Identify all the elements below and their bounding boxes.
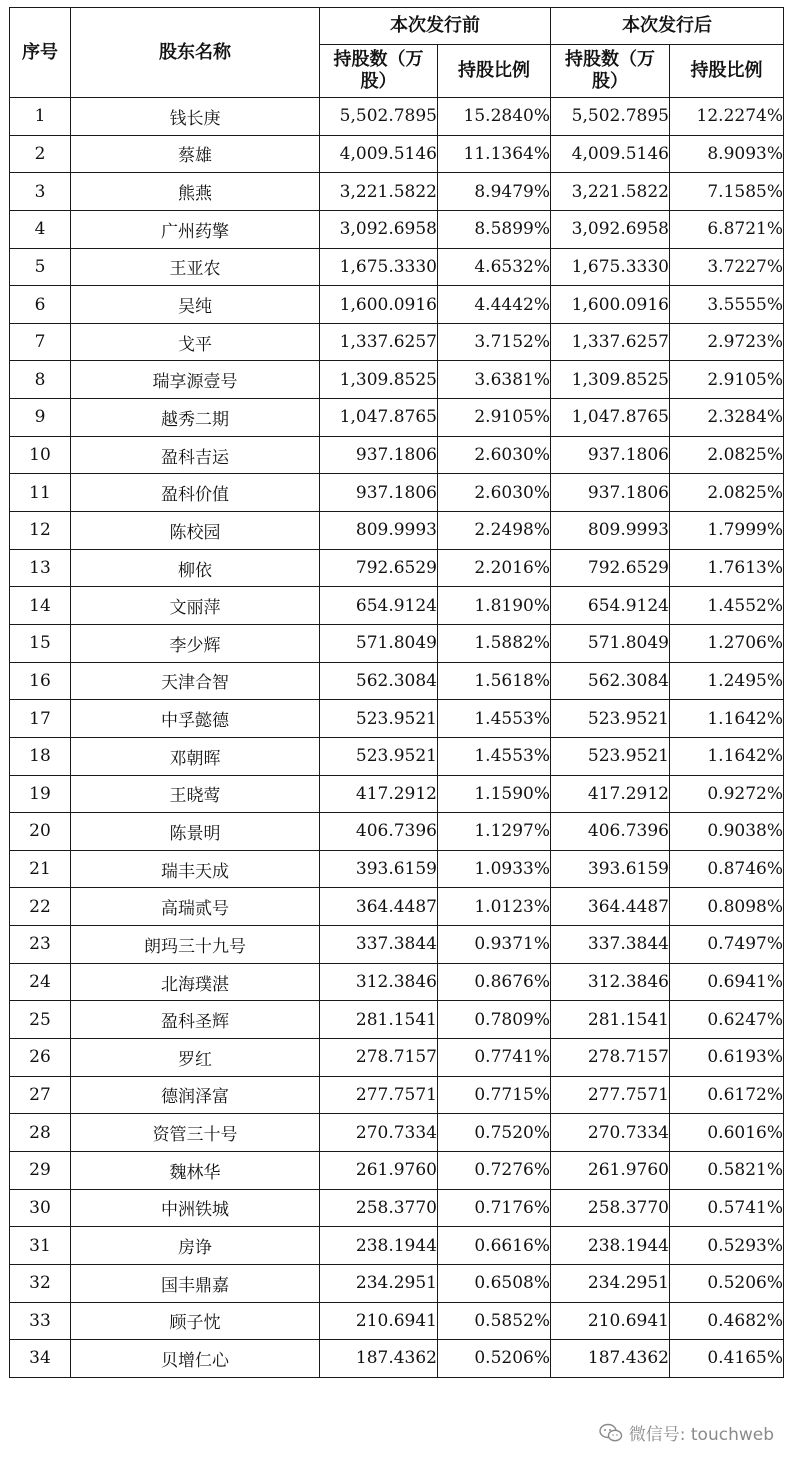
cell-ratio-before: 1.4553%	[438, 737, 551, 775]
cell-shareholder-name: 中洲铁城	[71, 1189, 320, 1227]
cell-ratio-before: 1.4553%	[438, 700, 551, 738]
cell-shares-after: 937.1806	[551, 436, 670, 474]
cell-seq: 33	[10, 1302, 71, 1340]
cell-shares-before: 571.8049	[320, 624, 438, 662]
cell-shares-after: 792.6529	[551, 549, 670, 587]
cell-seq: 17	[10, 700, 71, 738]
cell-seq: 13	[10, 549, 71, 587]
cell-ratio-after: 1.4552%	[670, 587, 784, 625]
cell-seq: 23	[10, 926, 71, 964]
cell-shares-after: 277.7571	[551, 1076, 670, 1114]
cell-ratio-after: 0.9272%	[670, 775, 784, 813]
cell-shares-after: 1,337.6257	[551, 323, 670, 361]
cell-shares-before: 312.3846	[320, 963, 438, 1001]
cell-ratio-before: 0.7809%	[438, 1001, 551, 1039]
cell-shareholder-name: 魏林华	[71, 1151, 320, 1189]
cell-seq: 27	[10, 1076, 71, 1114]
cell-shares-after: 364.4487	[551, 888, 670, 926]
table-row	[10, 474, 784, 512]
cell-seq: 22	[10, 888, 71, 926]
watermark-text: 微信号: touchweb	[628, 1425, 774, 1445]
cell-shareholder-name: 熊燕	[71, 173, 320, 211]
table-row	[10, 286, 784, 324]
cell-ratio-before: 0.5852%	[438, 1302, 551, 1340]
cell-shares-before: 234.2951	[320, 1264, 438, 1302]
cell-shares-after: 234.2951	[551, 1264, 670, 1302]
cell-ratio-after: 0.6016%	[670, 1114, 784, 1152]
cell-shareholder-name: 柳依	[71, 549, 320, 587]
table-row	[10, 587, 784, 625]
cell-seq: 3	[10, 173, 71, 211]
cell-seq: 25	[10, 1001, 71, 1039]
cell-shares-after: 210.6941	[551, 1302, 670, 1340]
cell-shares-before: 258.3770	[320, 1189, 438, 1227]
cell-shares-before: 278.7157	[320, 1039, 438, 1077]
cell-shares-after: 281.1541	[551, 1001, 670, 1039]
cell-ratio-before: 0.7715%	[438, 1076, 551, 1114]
cell-shareholder-name: 顾子忱	[71, 1302, 320, 1340]
cell-ratio-before: 1.8190%	[438, 587, 551, 625]
cell-shares-after: 809.9993	[551, 512, 670, 550]
cell-ratio-before: 0.5206%	[438, 1340, 551, 1378]
table-row	[10, 926, 784, 964]
cell-ratio-after: 0.6172%	[670, 1076, 784, 1114]
cell-ratio-before: 1.5882%	[438, 624, 551, 662]
cell-shares-after: 261.9760	[551, 1151, 670, 1189]
table-row	[10, 173, 784, 211]
cell-shareholder-name: 盈科圣辉	[71, 1001, 320, 1039]
cell-shareholder-name: 北海璞湛	[71, 963, 320, 1001]
cell-seq: 4	[10, 210, 71, 248]
cell-ratio-after: 0.4165%	[670, 1340, 784, 1378]
cell-shares-after: 187.4362	[551, 1340, 670, 1378]
table-row	[10, 1151, 784, 1189]
cell-ratio-before: 0.6508%	[438, 1264, 551, 1302]
cell-ratio-after: 0.8746%	[670, 850, 784, 888]
cell-shares-after: 312.3846	[551, 963, 670, 1001]
cell-shares-after: 3,221.5822	[551, 173, 670, 211]
cell-seq: 10	[10, 436, 71, 474]
table-row	[10, 963, 784, 1001]
cell-shareholder-name: 高瑞贰号	[71, 888, 320, 926]
cell-shares-before: 270.7334	[320, 1114, 438, 1152]
cell-ratio-after: 12.2274%	[670, 98, 784, 136]
cell-shareholder-name: 邓朝晖	[71, 737, 320, 775]
cell-shares-before: 1,309.8525	[320, 361, 438, 399]
cell-shareholder-name: 贝增仁心	[71, 1340, 320, 1378]
cell-shares-before: 3,221.5822	[320, 173, 438, 211]
cell-seq: 31	[10, 1227, 71, 1265]
cell-shares-after: 4,009.5146	[551, 135, 670, 173]
table-body	[10, 98, 784, 1378]
cell-seq: 20	[10, 813, 71, 851]
cell-ratio-after: 0.9038%	[670, 813, 784, 851]
cell-ratio-after: 0.6247%	[670, 1001, 784, 1039]
header-ratio-before: 持股比例	[438, 45, 551, 98]
cell-shares-before: 238.1944	[320, 1227, 438, 1265]
cell-ratio-after: 6.8721%	[670, 210, 784, 248]
shareholder-table	[9, 7, 784, 1378]
cell-ratio-before: 2.2498%	[438, 512, 551, 550]
cell-shares-before: 4,009.5146	[320, 135, 438, 173]
table-row	[10, 1039, 784, 1077]
cell-shares-before: 562.3084	[320, 662, 438, 700]
cell-ratio-before: 2.6030%	[438, 436, 551, 474]
cell-shares-before: 1,047.8765	[320, 399, 438, 437]
table-row	[10, 850, 784, 888]
header-shares-after: 持股数（万股）	[551, 45, 670, 98]
cell-ratio-before: 11.1364%	[438, 135, 551, 173]
cell-seq: 9	[10, 399, 71, 437]
cell-shareholder-name: 蔡雄	[71, 135, 320, 173]
cell-shares-after: 417.2912	[551, 775, 670, 813]
table-row	[10, 624, 784, 662]
table-row	[10, 248, 784, 286]
cell-ratio-before: 2.9105%	[438, 399, 551, 437]
cell-ratio-after: 1.1642%	[670, 700, 784, 738]
cell-shares-before: 3,092.6958	[320, 210, 438, 248]
cell-ratio-before: 0.8676%	[438, 963, 551, 1001]
cell-ratio-before: 1.0933%	[438, 850, 551, 888]
cell-shares-before: 5,502.7895	[320, 98, 438, 136]
cell-ratio-after: 2.9105%	[670, 361, 784, 399]
cell-ratio-before: 0.7741%	[438, 1039, 551, 1077]
wechat-watermark	[599, 1420, 774, 1445]
cell-shareholder-name: 陈校园	[71, 512, 320, 550]
cell-shares-after: 258.3770	[551, 1189, 670, 1227]
table-row	[10, 1001, 784, 1039]
cell-ratio-after: 1.1642%	[670, 737, 784, 775]
cell-shares-before: 406.7396	[320, 813, 438, 851]
table-row	[10, 775, 784, 813]
cell-shareholder-name: 吴纯	[71, 286, 320, 324]
header-ratio-after: 持股比例	[670, 45, 784, 98]
header-seq: 序号	[10, 8, 71, 98]
cell-ratio-after: 2.0825%	[670, 474, 784, 512]
cell-shareholder-name: 王亚农	[71, 248, 320, 286]
cell-shares-before: 364.4487	[320, 888, 438, 926]
cell-shares-before: 281.1541	[320, 1001, 438, 1039]
cell-seq: 30	[10, 1189, 71, 1227]
table-row	[10, 1114, 784, 1152]
cell-ratio-after: 1.2706%	[670, 624, 784, 662]
cell-shares-after: 571.8049	[551, 624, 670, 662]
cell-seq: 16	[10, 662, 71, 700]
cell-ratio-before: 1.1590%	[438, 775, 551, 813]
cell-seq: 1	[10, 98, 71, 136]
cell-ratio-after: 0.5741%	[670, 1189, 784, 1227]
table-row	[10, 361, 784, 399]
cell-shareholder-name: 朗玛三十九号	[71, 926, 320, 964]
cell-ratio-before: 2.6030%	[438, 474, 551, 512]
cell-ratio-before: 2.2016%	[438, 549, 551, 587]
cell-shares-before: 1,675.3330	[320, 248, 438, 286]
table-row	[10, 436, 784, 474]
cell-ratio-after: 0.6941%	[670, 963, 784, 1001]
cell-shareholder-name: 广州药擎	[71, 210, 320, 248]
cell-shareholder-name: 李少辉	[71, 624, 320, 662]
cell-shareholder-name: 瑞丰天成	[71, 850, 320, 888]
header-after-issuance: 本次发行后	[551, 8, 784, 45]
table-row	[10, 399, 784, 437]
cell-ratio-before: 0.6616%	[438, 1227, 551, 1265]
table-row	[10, 323, 784, 361]
cell-shareholder-name: 盈科吉运	[71, 436, 320, 474]
cell-shares-after: 3,092.6958	[551, 210, 670, 248]
cell-ratio-before: 1.5618%	[438, 662, 551, 700]
cell-shares-before: 809.9993	[320, 512, 438, 550]
table-row	[10, 1227, 784, 1265]
cell-ratio-after: 0.5293%	[670, 1227, 784, 1265]
cell-shares-before: 1,337.6257	[320, 323, 438, 361]
cell-ratio-after: 0.7497%	[670, 926, 784, 964]
cell-ratio-before: 0.7176%	[438, 1189, 551, 1227]
header-shares-before: 持股数（万股）	[320, 45, 438, 98]
cell-ratio-after: 0.5821%	[670, 1151, 784, 1189]
cell-shareholder-name: 房诤	[71, 1227, 320, 1265]
cell-seq: 12	[10, 512, 71, 550]
cell-shares-before: 277.7571	[320, 1076, 438, 1114]
cell-ratio-after: 2.9723%	[670, 323, 784, 361]
header-before-issuance: 本次发行前	[320, 8, 551, 45]
table-row	[10, 888, 784, 926]
cell-seq: 34	[10, 1340, 71, 1378]
cell-shares-before: 792.6529	[320, 549, 438, 587]
cell-ratio-after: 0.5206%	[670, 1264, 784, 1302]
cell-seq: 21	[10, 850, 71, 888]
table-row	[10, 737, 784, 775]
cell-seq: 5	[10, 248, 71, 286]
table-row	[10, 813, 784, 851]
cell-ratio-after: 8.9093%	[670, 135, 784, 173]
cell-shares-after: 270.7334	[551, 1114, 670, 1152]
table-row	[10, 700, 784, 738]
cell-seq: 2	[10, 135, 71, 173]
table-row	[10, 1076, 784, 1114]
cell-seq: 15	[10, 624, 71, 662]
cell-shares-after: 1,309.8525	[551, 361, 670, 399]
cell-shareholder-name: 戈平	[71, 323, 320, 361]
cell-shareholder-name: 资管三十号	[71, 1114, 320, 1152]
cell-shares-after: 238.1944	[551, 1227, 670, 1265]
cell-seq: 32	[10, 1264, 71, 1302]
cell-seq: 7	[10, 323, 71, 361]
cell-seq: 19	[10, 775, 71, 813]
table-row	[10, 512, 784, 550]
table-row	[10, 549, 784, 587]
cell-ratio-after: 2.3284%	[670, 399, 784, 437]
cell-shares-after: 337.3844	[551, 926, 670, 964]
cell-shareholder-name: 天津合智	[71, 662, 320, 700]
table-row	[10, 135, 784, 173]
wechat-icon	[599, 1423, 623, 1443]
cell-ratio-before: 4.6532%	[438, 248, 551, 286]
cell-ratio-after: 0.8098%	[670, 888, 784, 926]
cell-shares-before: 654.9124	[320, 587, 438, 625]
cell-seq: 24	[10, 963, 71, 1001]
cell-shareholder-name: 瑞享源壹号	[71, 361, 320, 399]
cell-ratio-after: 1.7613%	[670, 549, 784, 587]
cell-shares-after: 523.9521	[551, 700, 670, 738]
cell-ratio-before: 4.4442%	[438, 286, 551, 324]
cell-shareholder-name: 中孚懿德	[71, 700, 320, 738]
cell-shares-after: 1,600.0916	[551, 286, 670, 324]
cell-shares-after: 393.6159	[551, 850, 670, 888]
cell-shares-before: 261.9760	[320, 1151, 438, 1189]
cell-ratio-after: 1.2495%	[670, 662, 784, 700]
cell-shares-after: 406.7396	[551, 813, 670, 851]
cell-shares-before: 337.3844	[320, 926, 438, 964]
cell-shares-after: 278.7157	[551, 1039, 670, 1077]
table-row	[10, 210, 784, 248]
cell-shareholder-name: 钱长庚	[71, 98, 320, 136]
header-shareholder-name: 股东名称	[71, 8, 320, 98]
cell-shareholder-name: 越秀二期	[71, 399, 320, 437]
cell-shares-after: 523.9521	[551, 737, 670, 775]
cell-ratio-before: 8.9479%	[438, 173, 551, 211]
cell-ratio-before: 3.7152%	[438, 323, 551, 361]
cell-ratio-before: 1.1297%	[438, 813, 551, 851]
cell-shares-before: 523.9521	[320, 700, 438, 738]
table-row	[10, 1264, 784, 1302]
table-row	[10, 98, 784, 136]
cell-shares-before: 523.9521	[320, 737, 438, 775]
cell-shareholder-name: 陈景明	[71, 813, 320, 851]
cell-shares-after: 5,502.7895	[551, 98, 670, 136]
cell-seq: 8	[10, 361, 71, 399]
cell-shares-after: 1,675.3330	[551, 248, 670, 286]
cell-shareholder-name: 国丰鼎嘉	[71, 1264, 320, 1302]
cell-ratio-after: 2.0825%	[670, 436, 784, 474]
cell-shares-after: 654.9124	[551, 587, 670, 625]
cell-shareholder-name: 文丽萍	[71, 587, 320, 625]
cell-seq: 14	[10, 587, 71, 625]
cell-ratio-before: 0.9371%	[438, 926, 551, 964]
cell-shares-after: 937.1806	[551, 474, 670, 512]
cell-shares-before: 393.6159	[320, 850, 438, 888]
cell-shares-after: 1,047.8765	[551, 399, 670, 437]
cell-shares-before: 187.4362	[320, 1340, 438, 1378]
cell-shares-before: 210.6941	[320, 1302, 438, 1340]
cell-shares-before: 1,600.0916	[320, 286, 438, 324]
cell-seq: 18	[10, 737, 71, 775]
table-row	[10, 1189, 784, 1227]
cell-seq: 26	[10, 1039, 71, 1077]
cell-shares-after: 562.3084	[551, 662, 670, 700]
cell-ratio-after: 3.7227%	[670, 248, 784, 286]
cell-ratio-before: 15.2840%	[438, 98, 551, 136]
cell-shareholder-name: 盈科价值	[71, 474, 320, 512]
cell-ratio-after: 0.6193%	[670, 1039, 784, 1077]
table-row	[10, 1302, 784, 1340]
cell-ratio-after: 7.1585%	[670, 173, 784, 211]
cell-seq: 11	[10, 474, 71, 512]
cell-ratio-after: 0.4682%	[670, 1302, 784, 1340]
cell-shares-before: 937.1806	[320, 474, 438, 512]
cell-shareholder-name: 王晓莺	[71, 775, 320, 813]
cell-ratio-after: 1.7999%	[670, 512, 784, 550]
cell-shares-before: 937.1806	[320, 436, 438, 474]
cell-ratio-before: 3.6381%	[438, 361, 551, 399]
table-row	[10, 662, 784, 700]
cell-ratio-after: 3.5555%	[670, 286, 784, 324]
cell-ratio-before: 1.0123%	[438, 888, 551, 926]
cell-seq: 28	[10, 1114, 71, 1152]
cell-ratio-before: 8.5899%	[438, 210, 551, 248]
cell-seq: 29	[10, 1151, 71, 1189]
cell-shares-before: 417.2912	[320, 775, 438, 813]
cell-ratio-before: 0.7276%	[438, 1151, 551, 1189]
cell-ratio-before: 0.7520%	[438, 1114, 551, 1152]
cell-shareholder-name: 罗红	[71, 1039, 320, 1077]
cell-seq: 6	[10, 286, 71, 324]
cell-shareholder-name: 德润泽富	[71, 1076, 320, 1114]
table-row	[10, 1340, 784, 1378]
